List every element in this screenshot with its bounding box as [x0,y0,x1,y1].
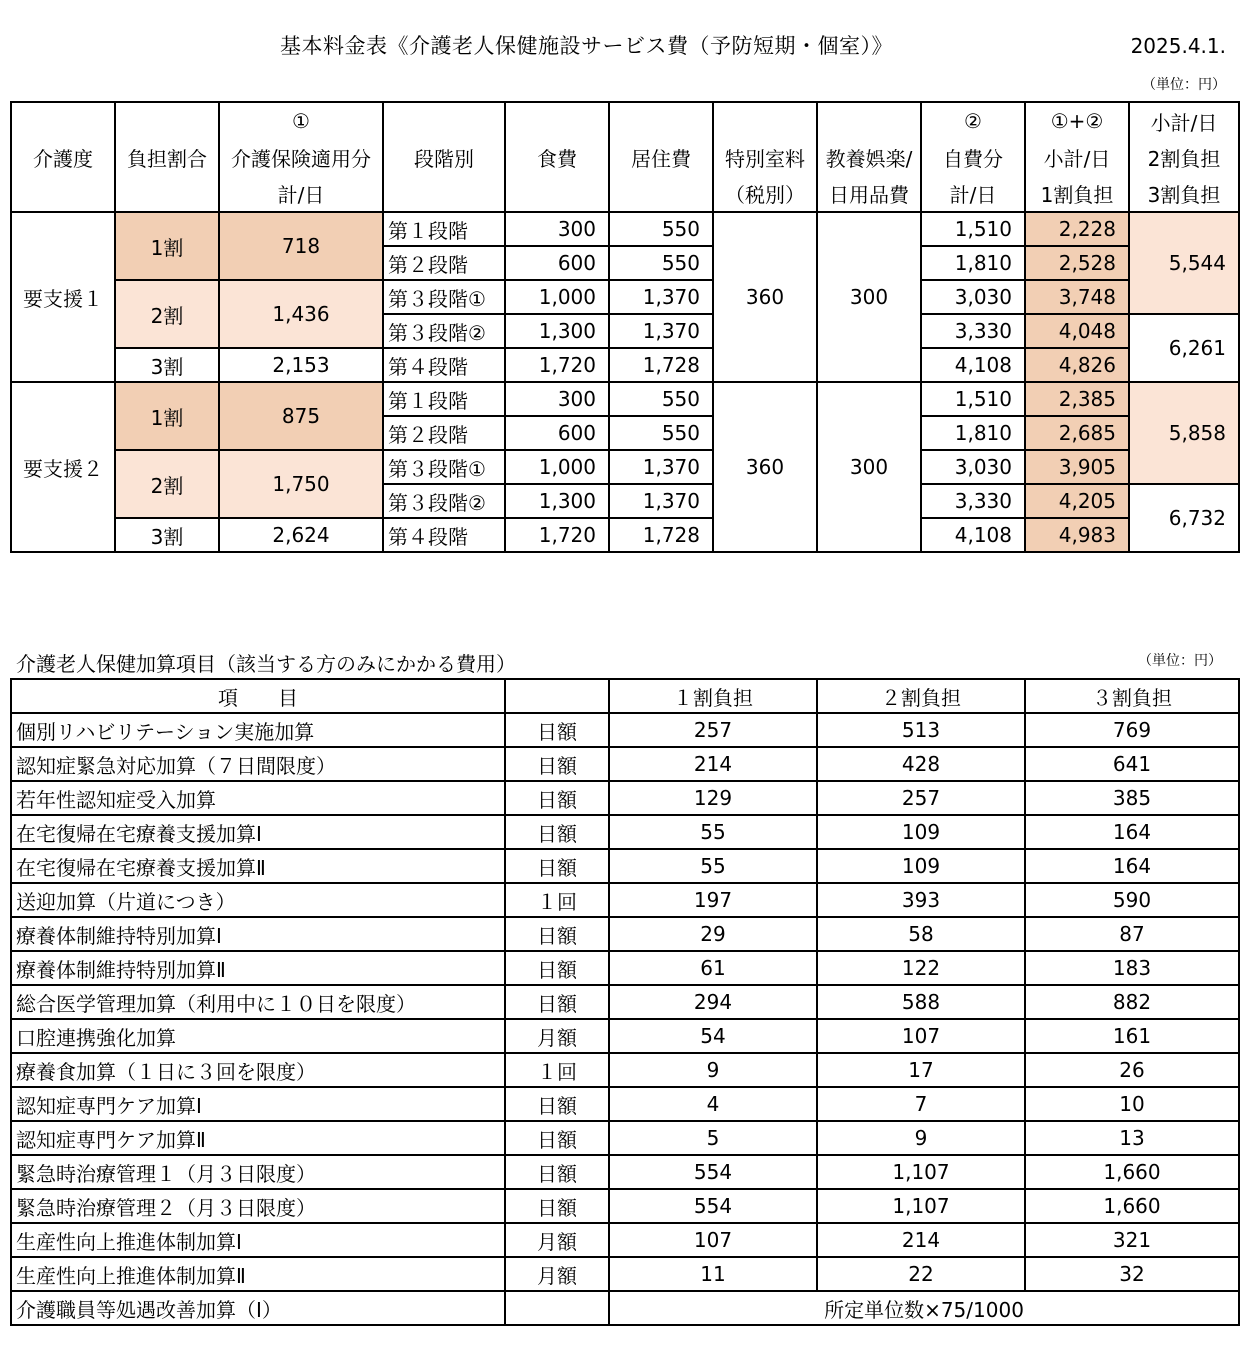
fee-1wari-cell: 294 [609,985,817,1019]
fee-3wari-cell: 10 [1025,1087,1239,1121]
stage-cell: 第３段階② [383,314,505,348]
table-row [11,1087,1239,1121]
page-title: 基本料金表《介護老人保健施設サービス費（予防短期・個室）》 [280,34,893,58]
ratio-cell: 2割 [115,450,219,518]
item-unit-cell: 日額 [505,781,609,815]
fee-2wari-cell: 122 [817,951,1025,985]
header-futan-label: 負担割合 [115,139,219,175]
fee-1wari-cell: 9 [609,1053,817,1087]
item-name-cell: 認知症緊急対応加算（７日間限度） [11,747,505,781]
fee-3wari-cell: 590 [1025,883,1239,917]
fee-2wari-cell: 1,107 [817,1189,1025,1223]
fee-2wari-cell: 17 [817,1053,1025,1087]
item-unit-cell: 日額 [505,1155,609,1189]
fee-3wari-cell: 32 [1025,1257,1239,1291]
fee-1wari-cell: 129 [609,781,817,815]
item-unit-cell [505,1291,609,1325]
item-name-cell: 総合医学管理加算（利用中に１０日を限度） [11,985,505,1019]
subtotal-23wari-cell: 5,544 [1129,212,1239,314]
insurance-cell: 718 [219,212,383,280]
stage-cell: 第２段階 [383,246,505,280]
fee-1wari-cell: 55 [609,815,817,849]
item-name-cell: 緊急時治療管理２（月３日限度） [11,1189,505,1223]
table-row [11,713,1239,747]
table-row [11,1223,1239,1257]
care-level-cell: 要支援１ [11,212,115,382]
item-unit-cell: 日額 [505,815,609,849]
self-pay-cell: 3,030 [921,450,1025,484]
header-futan [115,102,219,139]
subtotal-1wari-cell: 4,826 [1025,348,1129,382]
fee-2wari-cell: 107 [817,1019,1025,1053]
item-name-cell: 生産性向上推進体制加算Ⅰ [11,1223,505,1257]
fee-2wari-cell: 109 [817,849,1025,883]
table-row [11,781,1239,815]
item-name-cell: 若年性認知症受入加算 [11,781,505,815]
food-cost-cell: 1,000 [505,450,609,484]
item-name-cell: 在宅復帰在宅療養支援加算Ⅰ [11,815,505,849]
stage-cell: 第３段階② [383,484,505,518]
item-unit-cell: １回 [505,883,609,917]
header-kaigodo-label: 介護度 [11,139,115,175]
table-row [11,1189,1239,1223]
item-unit-cell: 日額 [505,917,609,951]
header-shokei-label: 小計/日 [1025,139,1129,175]
header-hoken-unit: 計/日 [219,175,383,212]
header-kyoyo-label2: 日用品費 [817,175,921,212]
header-tokubetsu-label: 特別室料 [713,139,817,175]
self-pay-cell: 3,330 [921,314,1025,348]
fee-3wari-cell: 321 [1025,1223,1239,1257]
residence-cost-cell: 1,370 [609,314,713,348]
table-row [11,985,1239,1019]
header-kyojuhi-label: 居住費 [609,139,713,175]
fee-3wari-cell: 641 [1025,747,1239,781]
item-unit-cell: 日額 [505,951,609,985]
fee-2wari-cell: 257 [817,781,1025,815]
addition-table-title: 介護老人保健加算項目（該当する方のみにかかる費用） [16,652,516,676]
self-pay-cell: 1,510 [921,212,1025,246]
residence-cost-cell: 1,370 [609,280,713,314]
special-room-cell: 360 [713,212,817,382]
fee-1wari-cell: 554 [609,1189,817,1223]
header-shokei-1wari: 1割負担 [1025,175,1129,212]
fee-2wari-cell: 513 [817,713,1025,747]
header-dankai-label: 段階別 [383,139,505,175]
subtotal-1wari-cell: 2,528 [1025,246,1129,280]
table-row [11,1019,1239,1053]
fee-1wari-cell: 4 [609,1087,817,1121]
header-kyoyo-label: 教養娯楽/ [817,139,921,175]
special-room-cell: 360 [713,382,817,552]
item-name-cell: 生産性向上推進体制加算Ⅱ [11,1257,505,1291]
fee-2wari-cell: 214 [817,1223,1025,1257]
fee-1wari-cell: 554 [609,1155,817,1189]
insurance-cell: 875 [219,382,383,450]
item-unit-cell: 月額 [505,1257,609,1291]
insurance-cell: 2,153 [219,348,383,382]
fee-2wari-cell: 109 [817,815,1025,849]
stage-cell: 第１段階 [383,212,505,246]
self-pay-cell: 1,810 [921,416,1025,450]
subtotal-23wari-cell: 6,261 [1129,314,1239,382]
fee-2wari-cell: 588 [817,985,1025,1019]
fee-3wari-cell: 87 [1025,917,1239,951]
table-row [11,747,1239,781]
residence-cost-cell: 1,370 [609,450,713,484]
item-unit-cell: 月額 [505,1223,609,1257]
food-cost-cell: 300 [505,382,609,416]
food-cost-cell: 300 [505,212,609,246]
table-row [11,1155,1239,1189]
header-3wari: ３割負担 [1025,679,1239,713]
fee-3wari-cell: 882 [1025,985,1239,1019]
food-cost-cell: 1,300 [505,314,609,348]
fee-3wari-cell: 164 [1025,849,1239,883]
table-row [11,280,1239,314]
item-name-cell: 口腔連携強化加算 [11,1019,505,1053]
insurance-cell: 1,750 [219,450,383,518]
item-name-cell: 認知症専門ケア加算Ⅱ [11,1121,505,1155]
table-row [11,450,1239,484]
insurance-cell: 1,436 [219,280,383,348]
header-jihi-mark: ② [921,102,1025,139]
food-cost-cell: 1,720 [505,518,609,552]
fee-1wari-cell: 257 [609,713,817,747]
addition-table [10,678,1240,1326]
fee-2wari-cell: 1,107 [817,1155,1025,1189]
food-cost-cell: 1,300 [505,484,609,518]
item-unit-cell: 日額 [505,1121,609,1155]
self-pay-cell: 4,108 [921,348,1025,382]
fee-3wari-cell: 161 [1025,1019,1239,1053]
fee-1wari-cell: 55 [609,849,817,883]
fee-2wari-cell: 22 [817,1257,1025,1291]
item-unit-cell: 日額 [505,713,609,747]
item-name-cell: 緊急時治療管理１（月３日限度） [11,1155,505,1189]
fee-1wari-cell: 54 [609,1019,817,1053]
header-shokei-mark: ①+② [1025,102,1129,139]
subtotal-1wari-cell: 2,685 [1025,416,1129,450]
item-unit-cell: 月額 [505,1019,609,1053]
header-hoken-label: 介護保険適用分 [219,139,383,175]
item-unit-cell: 日額 [505,849,609,883]
header-tokubetsu-tax: （税別） [713,175,817,212]
food-cost-cell: 1,720 [505,348,609,382]
fee-1wari-cell: 107 [609,1223,817,1257]
subtotal-1wari-cell: 2,385 [1025,382,1129,416]
table-row [11,382,1239,416]
item-name-cell: 介護職員等処遇改善加算（Ⅰ） [11,1291,505,1325]
fee-1wari-cell: 11 [609,1257,817,1291]
food-cost-cell: 600 [505,246,609,280]
table-row [11,917,1239,951]
header-2wari: ２割負担 [817,679,1025,713]
subtotal-1wari-cell: 2,228 [1025,212,1129,246]
table-row [11,849,1239,883]
item-name-cell: 認知症専門ケア加算Ⅰ [11,1087,505,1121]
food-cost-cell: 600 [505,416,609,450]
fee-2wari-cell: 58 [817,917,1025,951]
header-shokei23-label: 小計/日 [1129,102,1239,139]
table-row [11,883,1239,917]
residence-cost-cell: 1,728 [609,518,713,552]
ratio-cell: 3割 [115,518,219,552]
ratio-cell: 1割 [115,382,219,450]
table-row [11,1257,1239,1291]
table-row [11,951,1239,985]
fee-1wari-cell: 29 [609,917,817,951]
residence-cost-cell: 550 [609,212,713,246]
amenity-cost-cell: 300 [817,382,921,552]
subtotal-1wari-cell: 4,048 [1025,314,1129,348]
self-pay-cell: 3,330 [921,484,1025,518]
header-jihi-unit: 計/日 [921,175,1025,212]
fee-3wari-cell: 1,660 [1025,1155,1239,1189]
header-kaigodo [11,102,115,139]
residence-cost-cell: 550 [609,246,713,280]
fee-2wari-cell: 9 [817,1121,1025,1155]
table-row [11,518,1239,552]
subtotal-1wari-cell: 4,205 [1025,484,1129,518]
fee-1wari-cell: 197 [609,883,817,917]
item-name-cell: 送迎加算（片道につき） [11,883,505,917]
self-pay-cell: 1,810 [921,246,1025,280]
fee-2wari-cell: 428 [817,747,1025,781]
fee-formula-cell: 所定単位数×75/1000 [609,1291,1239,1325]
stage-cell: 第１段階 [383,382,505,416]
fee-3wari-cell: 13 [1025,1121,1239,1155]
fee-1wari-cell: 61 [609,951,817,985]
item-unit-cell: 日額 [505,747,609,781]
fee-3wari-cell: 385 [1025,781,1239,815]
table-row [11,348,1239,382]
subtotal-1wari-cell: 3,905 [1025,450,1129,484]
residence-cost-cell: 1,728 [609,348,713,382]
residence-cost-cell: 1,370 [609,484,713,518]
item-name-cell: 療養食加算（１日に３回を限度） [11,1053,505,1087]
table-row [11,1291,1239,1325]
base-fee-table [10,101,1240,553]
header-1wari: １割負担 [609,679,817,713]
table-row [11,212,1239,246]
effective-date: 2025.4.1. [1130,34,1226,58]
item-name-cell: 療養体制維持特別加算Ⅰ [11,917,505,951]
item-unit-cell: １回 [505,1053,609,1087]
self-pay-cell: 1,510 [921,382,1025,416]
ratio-cell: 3割 [115,348,219,382]
fee-1wari-cell: 5 [609,1121,817,1155]
fee-2wari-cell: 7 [817,1087,1025,1121]
insurance-cell: 2,624 [219,518,383,552]
self-pay-cell: 3,030 [921,280,1025,314]
header-item: 項 目 [11,679,505,713]
subtotal-23wari-cell: 5,858 [1129,382,1239,484]
item-unit-cell: 日額 [505,1087,609,1121]
header-hoken-mark: ① [219,102,383,139]
fee-3wari-cell: 164 [1025,815,1239,849]
subtotal-1wari-cell: 4,983 [1025,518,1129,552]
item-name-cell: 個別リハビリテーション実施加算 [11,713,505,747]
ratio-cell: 2割 [115,280,219,348]
amenity-cost-cell: 300 [817,212,921,382]
fee-1wari-cell: 214 [609,747,817,781]
item-name-cell: 療養体制維持特別加算Ⅱ [11,951,505,985]
fee-2wari-cell: 393 [817,883,1025,917]
stage-cell: 第４段階 [383,348,505,382]
fee-3wari-cell: 183 [1025,951,1239,985]
item-unit-cell: 日額 [505,1189,609,1223]
self-pay-cell: 4,108 [921,518,1025,552]
residence-cost-cell: 550 [609,382,713,416]
food-cost-cell: 1,000 [505,280,609,314]
header-shokuhi-label: 食費 [505,139,609,175]
stage-cell: 第３段階① [383,280,505,314]
table-row [11,1121,1239,1155]
stage-cell: 第２段階 [383,416,505,450]
unit-note: （単位：円） [1142,77,1226,93]
header-shokei23-2: 2割負担 [1129,139,1239,175]
header-unit [505,679,609,713]
stage-cell: 第３段階① [383,450,505,484]
fee-3wari-cell: 1,660 [1025,1189,1239,1223]
fee-3wari-cell: 769 [1025,713,1239,747]
subtotal-1wari-cell: 3,748 [1025,280,1129,314]
ratio-cell: 1割 [115,212,219,280]
fee-3wari-cell: 26 [1025,1053,1239,1087]
header-jihi-label: 自費分 [921,139,1025,175]
care-level-cell: 要支援２ [11,382,115,552]
item-unit-cell: 日額 [505,985,609,1019]
item-name-cell: 在宅復帰在宅療養支援加算Ⅱ [11,849,505,883]
addition-unit-note: （単位：円） [1138,653,1222,669]
table-row [11,1053,1239,1087]
residence-cost-cell: 550 [609,416,713,450]
stage-cell: 第４段階 [383,518,505,552]
header-shokei23-3: 3割負担 [1129,175,1239,212]
subtotal-23wari-cell: 6,732 [1129,484,1239,552]
table-row [11,815,1239,849]
